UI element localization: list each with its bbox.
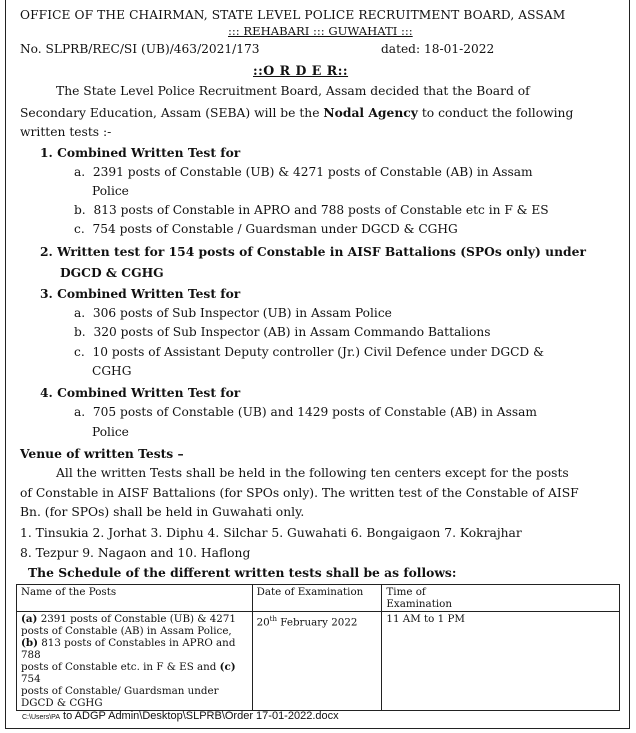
order-date: dated: 18-01-2022 [381, 42, 495, 56]
posts-line: DGCD & CGHG [21, 697, 103, 709]
section-title: Combined Written Test for [57, 286, 241, 301]
posts-line [21, 613, 248, 625]
column-header-date: Date of Examination [252, 585, 382, 612]
item-letter: c. [74, 222, 85, 236]
section-3-item-c-cont: CGHG [92, 364, 132, 378]
posts-b-text: 813 posts of Constables in APRO and 788 [21, 637, 236, 661]
section-3-item-a [74, 306, 392, 320]
section-4-item-a-cont: Police [92, 425, 129, 439]
file-path-footer [22, 710, 339, 722]
table-row [17, 612, 620, 711]
venue-line-2: of Constable in AISF Battalions (for SPOs only). The written test of the Constable of AISF [20, 486, 579, 500]
section-title: Combined Written Test for [57, 385, 241, 400]
item-letter: c. [74, 345, 85, 359]
item-text: 813 posts of Constable in APRO and 788 posts of Constable etc in F & ES [93, 203, 549, 217]
venue-line-3: Bn. (for SPOs) shall be held in Guwahati only. [20, 505, 305, 519]
posts-line [21, 637, 248, 661]
item-text: 10 posts of Assistant Deputy controller (Jr.) Civil Defence under DGCD & [92, 345, 544, 359]
time-cell: 11 AM to 1 PM [382, 612, 620, 711]
order-title: ::O R D E R:: [253, 63, 349, 78]
column-header-time [382, 585, 620, 612]
posts-c-num: 754 [21, 673, 41, 685]
table-header-row [17, 585, 620, 612]
centers-line-1: 1. Tinsukia 2. Jorhat 3. Diphu 4. Silchar 5. Guwahati 6. Bongaigaon 7. Kokrajhar [20, 526, 522, 540]
date-month-year: February 2022 [277, 616, 358, 629]
intro-text-tail: to conduct the following [417, 106, 574, 120]
section-title: Combined Written Test for [57, 145, 241, 160]
office-address: ::: REHABARI ::: GUWAHATI ::: [228, 24, 413, 38]
section-3-item-b [74, 325, 490, 339]
section-number: 1. [40, 145, 53, 160]
intro-line-3: written tests :- [20, 125, 112, 139]
posts-line: posts of Constable/ Guardsman under [21, 685, 219, 697]
section-3-item-c [74, 345, 544, 359]
column-header-posts: Name of the Posts [17, 585, 253, 612]
date-day: 20 [256, 616, 270, 629]
item-text: 754 posts of Constable / Guardsman under DGCD & CGHG [92, 222, 458, 236]
venue-heading: Venue of written Tests – [20, 446, 184, 461]
section-4-heading [40, 385, 240, 400]
label-c: (c) [219, 661, 236, 673]
item-text: 705 posts of Constable (UB) and 1429 posts of Constable (AB) in Assam [92, 405, 537, 419]
office-title: OFFICE OF THE CHAIRMAN, STATE LEVEL POLICE RECRUITMENT BOARD, ASSAM [20, 8, 566, 22]
section-2-heading-cont: DGCD & CGHG [60, 265, 164, 280]
section-1-item-a-cont: Police [92, 184, 129, 198]
item-letter: a. [74, 405, 86, 419]
posts-a-text: 2391 posts of Constable (UB) & 4271 [37, 613, 236, 625]
date-suffix: th [269, 615, 277, 623]
file-path-prefix: C:\Users\PA [22, 714, 60, 721]
section-4-item-a [74, 405, 537, 419]
section-3-heading [40, 286, 240, 301]
item-letter: a. [74, 165, 86, 179]
posts-line: posts of Constable (AB) in Assam Police, [21, 625, 232, 637]
item-text: 2391 posts of Constable (UB) & 4271 posts of Constable (AB) in Assam [92, 165, 533, 179]
item-letter: b. [74, 325, 86, 339]
posts-line [21, 661, 248, 685]
posts-cell [17, 612, 253, 711]
section-number: 2. [40, 244, 53, 259]
centers-line-2: 8. Tezpur 9. Nagaon and 10. Haflong [20, 546, 251, 560]
item-text: 306 posts of Sub Inspector (UB) in Assam Police [92, 306, 392, 320]
section-1-item-c [74, 222, 458, 236]
posts-b2-text: posts of Constable etc. in F & ES and [21, 661, 220, 673]
schedule-table [16, 584, 620, 711]
intro-line-1: The State Level Police Recruitment Board, Assam decided that the Board of [56, 84, 530, 98]
venue-line-1: All the written Tests shall be held in the following ten centers except for the posts [56, 466, 569, 480]
reference-number: No. SLPRB/REC/SI (UB)/463/2021/173 [20, 42, 260, 56]
schedule-heading: The Schedule of the different written tests shall be as follows: [28, 565, 457, 580]
intro-line-2 [20, 105, 573, 120]
section-1-item-b [74, 203, 549, 217]
label-a: (a) [21, 613, 38, 625]
section-1-heading [40, 145, 240, 160]
section-number: 3. [40, 286, 53, 301]
item-letter: a. [74, 306, 86, 320]
nodal-agency-text: Nodal Agency [323, 105, 418, 120]
section-title: Written test for 154 posts of Constable in AISF Battalions (SPOs only) under [57, 244, 586, 259]
time-header-text: Time of Examination [386, 586, 452, 610]
file-path: to ADGP Admin\Desktop\SLPRB\Order 17-01-2022.docx [60, 710, 339, 722]
label-b: (b) [21, 637, 38, 649]
section-number: 4. [40, 385, 53, 400]
section-2-heading [40, 244, 586, 259]
section-1-item-a [74, 165, 533, 179]
item-text: 320 posts of Sub Inspector (AB) in Assam Commando Battalions [93, 325, 491, 339]
date-cell [252, 612, 382, 711]
item-letter: b. [74, 203, 86, 217]
intro-text: Secondary Education, Assam (SEBA) will be the [20, 106, 324, 120]
